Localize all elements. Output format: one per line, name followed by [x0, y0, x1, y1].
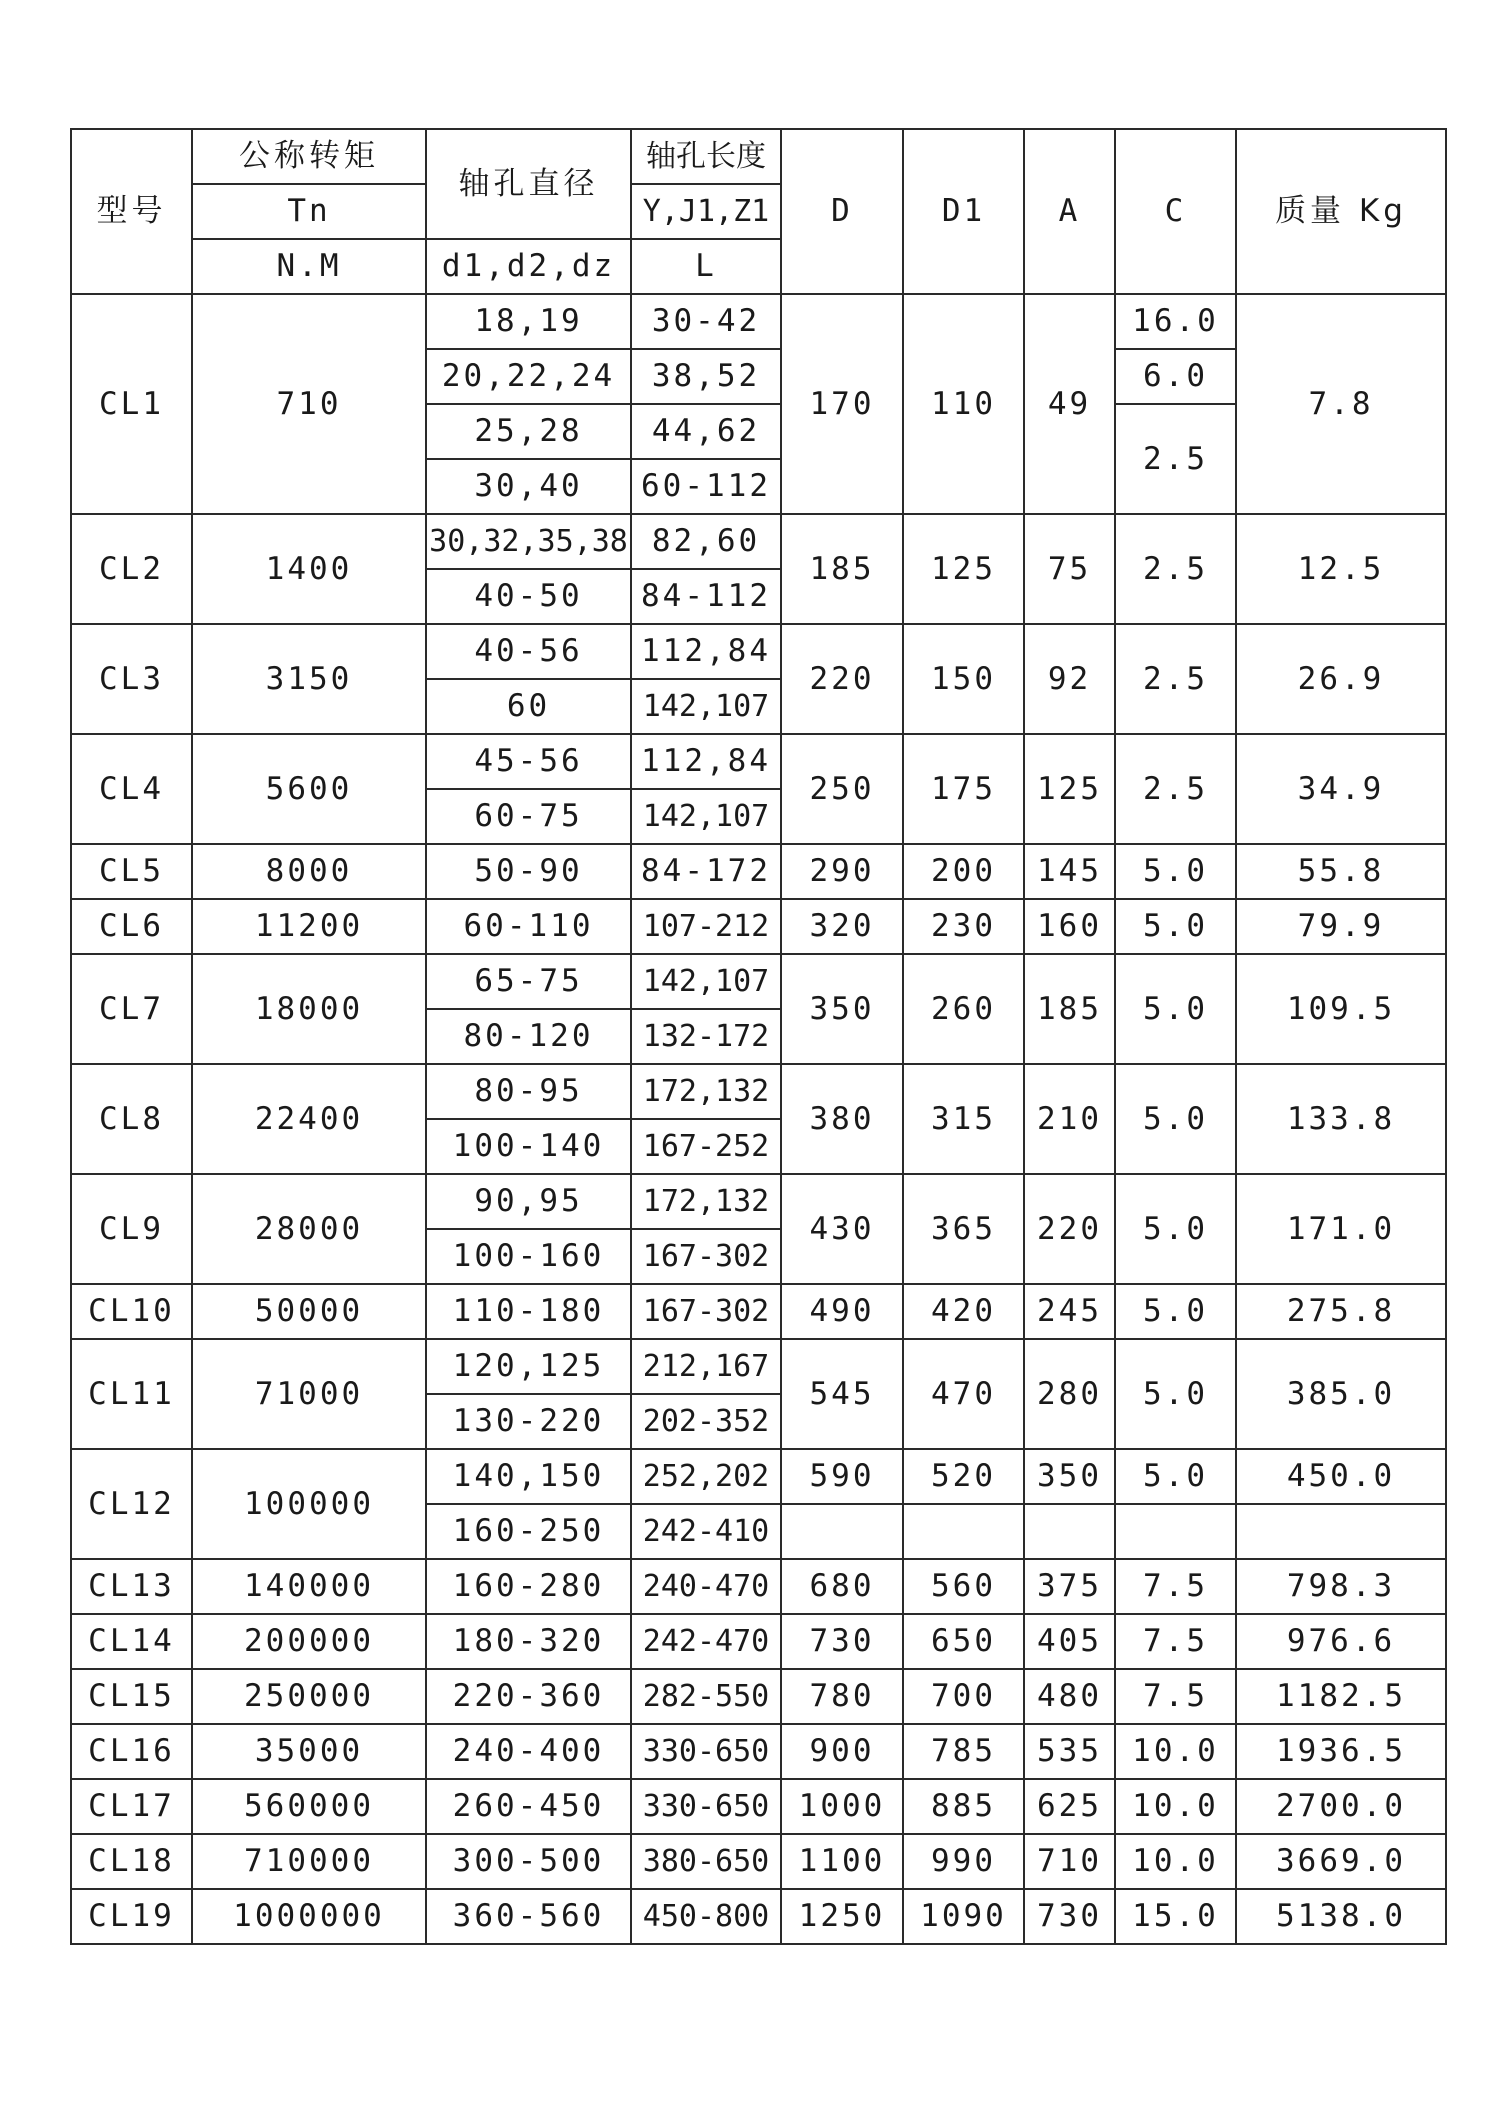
- cell-D1: 150: [903, 624, 1024, 734]
- cell-A: 92: [1024, 624, 1115, 734]
- cell-D1: 200: [903, 844, 1024, 899]
- cell-C: 5.0: [1115, 899, 1236, 954]
- cell-torque: 22400: [192, 1064, 426, 1174]
- cell-D1: 700: [903, 1669, 1024, 1724]
- cell-D: 430: [781, 1174, 903, 1284]
- cell-D: 900: [781, 1724, 903, 1779]
- cell-C: 7.5: [1115, 1614, 1236, 1669]
- table-row: [71, 1889, 1446, 1944]
- table-row: [71, 734, 1446, 789]
- header-bore-length-types: Y,J1,Z1: [631, 184, 781, 239]
- cell-mass: 1936.5: [1236, 1724, 1446, 1779]
- cell-bore-length: 167-302: [631, 1229, 781, 1284]
- cell-D1: 560: [903, 1559, 1024, 1614]
- cell-torque: 100000: [192, 1449, 426, 1559]
- cell-bore-length: 282-550: [631, 1669, 781, 1724]
- cell-bore-length: 142,107: [631, 789, 781, 844]
- cell-model: CL1: [71, 294, 192, 514]
- cell-bore-diameter: 120,125: [426, 1339, 631, 1394]
- cell-A: 75: [1024, 514, 1115, 624]
- cell-bore-diameter: 140,150: [426, 1449, 631, 1504]
- cell-model: CL11: [71, 1339, 192, 1449]
- cell-C: 10.0: [1115, 1779, 1236, 1834]
- cell-A: 405: [1024, 1614, 1115, 1669]
- cell-mass: 26.9: [1236, 624, 1446, 734]
- cell-mass: 385.0: [1236, 1339, 1446, 1449]
- cell-C: 5.0: [1115, 1174, 1236, 1284]
- cell-bore-diameter: 160-280: [426, 1559, 631, 1614]
- table-row: [71, 1284, 1446, 1339]
- cell-A: 625: [1024, 1779, 1115, 1834]
- cell-torque: 250000: [192, 1669, 426, 1724]
- cell-A: 49: [1024, 294, 1115, 514]
- table-row: [71, 1614, 1446, 1669]
- cell-bore-length: 84-112: [631, 569, 781, 624]
- cell-model: CL10: [71, 1284, 192, 1339]
- cell-bore-length: 60-112: [631, 459, 781, 514]
- cell-D1: 520: [903, 1449, 1024, 1504]
- cell-D: 290: [781, 844, 903, 899]
- cell-C: 16.0: [1115, 294, 1236, 349]
- cell-C: 15.0: [1115, 1889, 1236, 1944]
- cell-D-empty: [781, 1504, 903, 1559]
- cell-A: 350: [1024, 1449, 1115, 1504]
- cell-bore-length: 380-650: [631, 1834, 781, 1889]
- cell-bore-length: 240-470: [631, 1559, 781, 1614]
- cell-bore-diameter: 100-140: [426, 1119, 631, 1174]
- header-A: A: [1024, 129, 1115, 294]
- cell-bore-diameter: 30,40: [426, 459, 631, 514]
- cell-D: 170: [781, 294, 903, 514]
- cell-D: 350: [781, 954, 903, 1064]
- header-bore-diameter-title: 轴孔直径: [426, 129, 631, 239]
- cell-C: 2.5: [1115, 734, 1236, 844]
- cell-D1: 230: [903, 899, 1024, 954]
- cell-bore-diameter: 18,19: [426, 294, 631, 349]
- cell-bore-length: 82,60: [631, 514, 781, 569]
- table-row: [71, 954, 1446, 1009]
- cell-model: CL5: [71, 844, 192, 899]
- cell-model: CL19: [71, 1889, 192, 1944]
- cell-D1: 315: [903, 1064, 1024, 1174]
- cell-A: 535: [1024, 1724, 1115, 1779]
- cell-mass: 7.8: [1236, 294, 1446, 514]
- cell-A: 280: [1024, 1339, 1115, 1449]
- cell-torque: 710: [192, 294, 426, 514]
- header-D1: D1: [903, 129, 1024, 294]
- cell-bore-length: 212,167: [631, 1339, 781, 1394]
- cell-bore-length: 330-650: [631, 1779, 781, 1834]
- cell-bore-diameter: 130-220: [426, 1394, 631, 1449]
- cell-mass: 5138.0: [1236, 1889, 1446, 1944]
- table-row: [71, 1064, 1446, 1119]
- cell-D: 220: [781, 624, 903, 734]
- cell-bore-diameter: 50-90: [426, 844, 631, 899]
- table-row: [71, 899, 1446, 954]
- cell-mass: 275.8: [1236, 1284, 1446, 1339]
- header-bore-length-symbol: L: [631, 239, 781, 294]
- cell-A: 210: [1024, 1064, 1115, 1174]
- cell-bore-diameter: 110-180: [426, 1284, 631, 1339]
- cell-D1: 785: [903, 1724, 1024, 1779]
- cell-torque: 71000: [192, 1339, 426, 1449]
- cell-bore-length: 30-42: [631, 294, 781, 349]
- cell-model: CL17: [71, 1779, 192, 1834]
- cell-D: 320: [781, 899, 903, 954]
- cell-torque: 11200: [192, 899, 426, 954]
- cell-bore-diameter: 60-110: [426, 899, 631, 954]
- cell-mass: 798.3: [1236, 1559, 1446, 1614]
- cell-mass-empty: [1236, 1504, 1446, 1559]
- cell-D1: 885: [903, 1779, 1024, 1834]
- cell-mass: 450.0: [1236, 1449, 1446, 1504]
- cell-A: 710: [1024, 1834, 1115, 1889]
- cell-D: 780: [781, 1669, 903, 1724]
- cell-model: CL18: [71, 1834, 192, 1889]
- cell-C: 5.0: [1115, 1064, 1236, 1174]
- cell-bore-length: 172,132: [631, 1174, 781, 1229]
- header-torque-title: 公称转矩: [192, 129, 426, 184]
- cell-bore-diameter: 160-250: [426, 1504, 631, 1559]
- cell-bore-length: 450-800: [631, 1889, 781, 1944]
- cell-bore-diameter: 20,22,24: [426, 349, 631, 404]
- header-torque-symbol: Tn: [192, 184, 426, 239]
- table-row: [71, 1449, 1446, 1504]
- table-row: [71, 294, 1446, 349]
- cell-model: CL7: [71, 954, 192, 1064]
- cell-A: 480: [1024, 1669, 1115, 1724]
- cell-model: CL4: [71, 734, 192, 844]
- cell-D1: 125: [903, 514, 1024, 624]
- cell-bore-diameter: 60-75: [426, 789, 631, 844]
- cell-mass: 79.9: [1236, 899, 1446, 954]
- cell-A-empty: [1024, 1504, 1115, 1559]
- cell-D1: 1090: [903, 1889, 1024, 1944]
- cell-bore-diameter: 100-160: [426, 1229, 631, 1284]
- cell-torque: 1000000: [192, 1889, 426, 1944]
- cell-D1: 990: [903, 1834, 1024, 1889]
- cell-bore-diameter: 40-56: [426, 624, 631, 679]
- cell-bore-length: 202-352: [631, 1394, 781, 1449]
- cell-torque: 200000: [192, 1614, 426, 1669]
- cell-torque: 18000: [192, 954, 426, 1064]
- cell-C: 5.0: [1115, 1339, 1236, 1449]
- cell-A: 185: [1024, 954, 1115, 1064]
- cell-D: 590: [781, 1449, 903, 1504]
- cell-bore-length: 167-252: [631, 1119, 781, 1174]
- cell-model: CL2: [71, 514, 192, 624]
- cell-D1: 420: [903, 1284, 1024, 1339]
- header-model: 型号: [71, 129, 192, 294]
- cell-C: 6.0: [1115, 349, 1236, 404]
- cell-model: CL14: [71, 1614, 192, 1669]
- cell-mass: 3669.0: [1236, 1834, 1446, 1889]
- cell-mass: 109.5: [1236, 954, 1446, 1064]
- cell-torque: 140000: [192, 1559, 426, 1614]
- cell-mass: 976.6: [1236, 1614, 1446, 1669]
- cell-A: 220: [1024, 1174, 1115, 1284]
- cell-D: 250: [781, 734, 903, 844]
- cell-bore-diameter: 65-75: [426, 954, 631, 1009]
- cell-D: 545: [781, 1339, 903, 1449]
- cell-model: CL6: [71, 899, 192, 954]
- cell-bore-length: 84-172: [631, 844, 781, 899]
- cell-torque: 1400: [192, 514, 426, 624]
- cell-model: CL13: [71, 1559, 192, 1614]
- table-row: [71, 514, 1446, 569]
- cell-D1: 175: [903, 734, 1024, 844]
- cell-torque: 560000: [192, 1779, 426, 1834]
- cell-mass: 2700.0: [1236, 1779, 1446, 1834]
- cell-C-empty: [1115, 1504, 1236, 1559]
- cell-C: 5.0: [1115, 1284, 1236, 1339]
- cell-model: CL9: [71, 1174, 192, 1284]
- table-row: [71, 844, 1446, 899]
- cell-mass: 133.8: [1236, 1064, 1446, 1174]
- cell-bore-length: 242-470: [631, 1614, 781, 1669]
- cell-torque: 8000: [192, 844, 426, 899]
- cell-D: 380: [781, 1064, 903, 1174]
- cell-D: 1250: [781, 1889, 903, 1944]
- table-row: [71, 1834, 1446, 1889]
- table-row: [71, 1669, 1446, 1724]
- cell-D1: 365: [903, 1174, 1024, 1284]
- cell-mass: 1182.5: [1236, 1669, 1446, 1724]
- cell-bore-diameter: 260-450: [426, 1779, 631, 1834]
- cell-bore-diameter: 80-95: [426, 1064, 631, 1119]
- cell-C: 7.5: [1115, 1669, 1236, 1724]
- cell-torque: 3150: [192, 624, 426, 734]
- cell-D: 730: [781, 1614, 903, 1669]
- cell-C: 10.0: [1115, 1834, 1236, 1889]
- cell-torque: 35000: [192, 1724, 426, 1779]
- cell-D1: 110: [903, 294, 1024, 514]
- header-mass: 质量 Kg: [1236, 129, 1446, 294]
- cell-D1: 470: [903, 1339, 1024, 1449]
- cell-mass: 171.0: [1236, 1174, 1446, 1284]
- cell-bore-diameter: 180-320: [426, 1614, 631, 1669]
- cell-bore-length: 142,107: [631, 679, 781, 734]
- cell-C: 2.5: [1115, 514, 1236, 624]
- cell-C: 7.5: [1115, 1559, 1236, 1614]
- header-D: D: [781, 129, 903, 294]
- cell-torque: 28000: [192, 1174, 426, 1284]
- header-bore-length-title: 轴孔长度: [631, 129, 781, 184]
- cell-model: CL12: [71, 1449, 192, 1559]
- cell-A: 245: [1024, 1284, 1115, 1339]
- cell-bore-length: 107-212: [631, 899, 781, 954]
- cell-bore-length: 167-302: [631, 1284, 781, 1339]
- cell-bore-length: 132-172: [631, 1009, 781, 1064]
- cell-bore-length: 38,52: [631, 349, 781, 404]
- cell-C: 5.0: [1115, 844, 1236, 899]
- cell-bore-diameter: 90,95: [426, 1174, 631, 1229]
- cell-torque: 5600: [192, 734, 426, 844]
- cell-torque: 50000: [192, 1284, 426, 1339]
- cell-D1: 260: [903, 954, 1024, 1064]
- cell-bore-diameter: 40-50: [426, 569, 631, 624]
- cell-bore-length: 112,84: [631, 624, 781, 679]
- cell-D1: 650: [903, 1614, 1024, 1669]
- cell-bore-diameter: 360-560: [426, 1889, 631, 1944]
- cell-D: 490: [781, 1284, 903, 1339]
- cell-bore-length: 112,84: [631, 734, 781, 789]
- cell-A: 730: [1024, 1889, 1115, 1944]
- cell-A: 125: [1024, 734, 1115, 844]
- cell-model: CL15: [71, 1669, 192, 1724]
- cell-model: CL8: [71, 1064, 192, 1174]
- cell-bore-diameter: 220-360: [426, 1669, 631, 1724]
- cell-D1-empty: [903, 1504, 1024, 1559]
- cell-bore-length: 330-650: [631, 1724, 781, 1779]
- cell-A: 145: [1024, 844, 1115, 899]
- cell-bore-length: 242-410: [631, 1504, 781, 1559]
- cell-C: 2.5: [1115, 404, 1236, 514]
- cell-A: 160: [1024, 899, 1115, 954]
- cell-bore-diameter: 25,28: [426, 404, 631, 459]
- cell-model: CL3: [71, 624, 192, 734]
- table-row: [71, 1559, 1446, 1614]
- cell-C: 5.0: [1115, 954, 1236, 1064]
- cell-D: 680: [781, 1559, 903, 1614]
- cell-D: 1000: [781, 1779, 903, 1834]
- table-row: [71, 624, 1446, 679]
- cell-torque: 710000: [192, 1834, 426, 1889]
- header-bore-diameter-symbol: d1,d2,dz: [426, 239, 631, 294]
- cell-D: 185: [781, 514, 903, 624]
- table-row: [71, 1174, 1446, 1229]
- cell-C: 5.0: [1115, 1449, 1236, 1504]
- cell-A: 375: [1024, 1559, 1115, 1614]
- cell-bore-diameter: 240-400: [426, 1724, 631, 1779]
- cell-bore-diameter: 80-120: [426, 1009, 631, 1064]
- cell-bore-length: 252,202: [631, 1449, 781, 1504]
- cell-bore-length: 172,132: [631, 1064, 781, 1119]
- table-row: [71, 1779, 1446, 1834]
- cell-bore-diameter: 30,32,35,38: [426, 514, 631, 569]
- header-torque-unit: N.M: [192, 239, 426, 294]
- coupling-spec-table: [70, 128, 1447, 1945]
- cell-bore-length: 44,62: [631, 404, 781, 459]
- cell-bore-diameter: 60: [426, 679, 631, 734]
- cell-bore-length: 142,107: [631, 954, 781, 1009]
- cell-bore-diameter: 45-56: [426, 734, 631, 789]
- cell-mass: 12.5: [1236, 514, 1446, 624]
- cell-C: 10.0: [1115, 1724, 1236, 1779]
- cell-C: 2.5: [1115, 624, 1236, 734]
- table-row: [71, 1724, 1446, 1779]
- cell-bore-diameter: 300-500: [426, 1834, 631, 1889]
- header-C: C: [1115, 129, 1236, 294]
- cell-mass: 55.8: [1236, 844, 1446, 899]
- cell-mass: 34.9: [1236, 734, 1446, 844]
- header-row-1: [71, 129, 1446, 184]
- cell-D: 1100: [781, 1834, 903, 1889]
- table-row: [71, 1339, 1446, 1394]
- cell-model: CL16: [71, 1724, 192, 1779]
